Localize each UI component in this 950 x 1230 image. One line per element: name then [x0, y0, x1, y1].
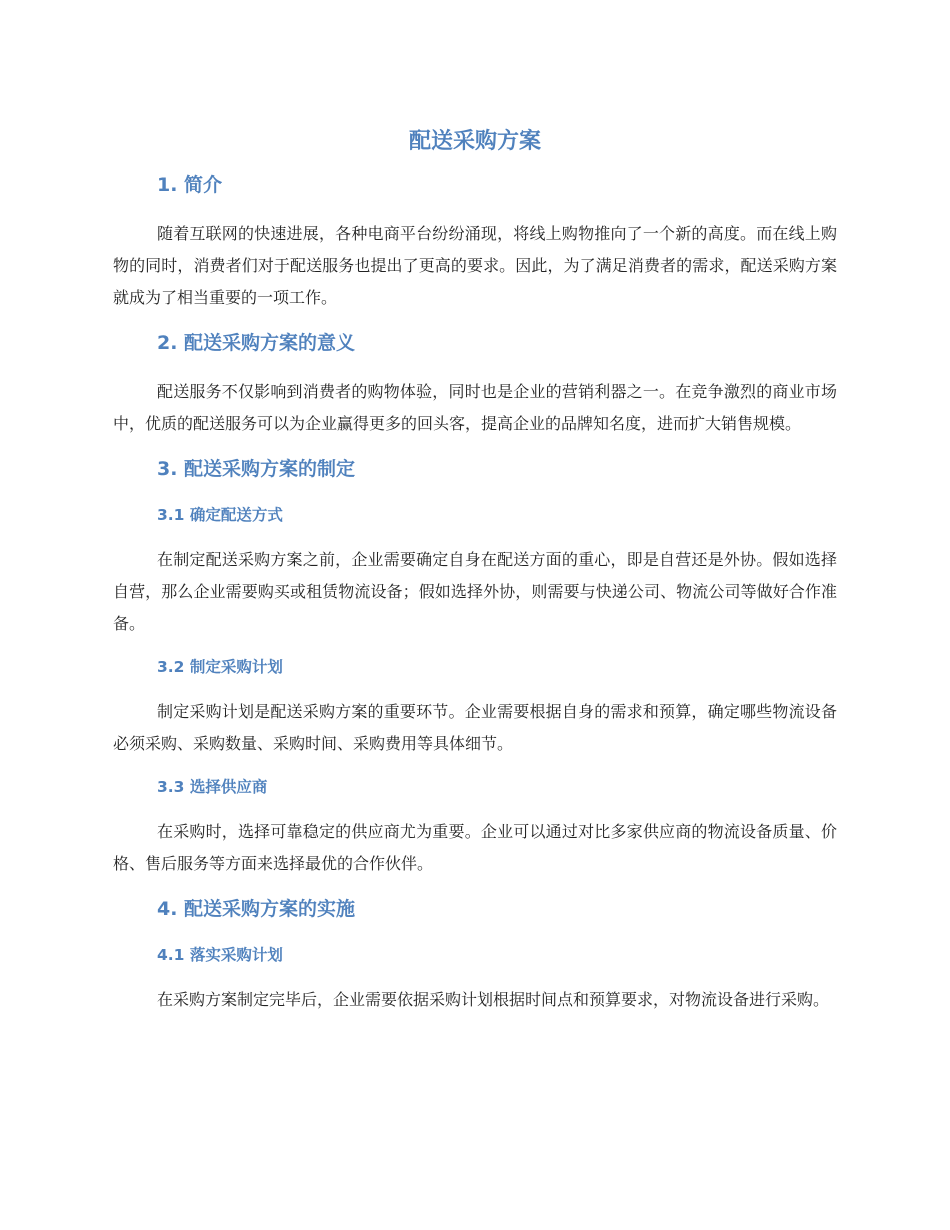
section-3-1-paragraph: 在制定配送采购方案之前，企业需要确定自身在配送方面的重心，即是自营还是外协。假如选择自营，那么企业需要购买或租赁物流设备；假如选择外协，则需要与快递公司、物流公司等做好合作准备。	[113, 550, 837, 633]
document-title: 配送采购方案	[408, 129, 541, 154]
section-4-1-paragraph: 在采购方案制定完毕后，企业需要依据采购计划根据时间点和预算要求，对物流设备进行采购。	[157, 990, 830, 1009]
section-3-1-heading: 3.1 确定配送方式	[157, 506, 283, 524]
section-4-1-heading: 4.1 落实采购计划	[157, 946, 283, 964]
section-1-paragraph: 随着互联网的快速进展，各种电商平台纷纷涌现，将线上购物推向了一个新的高度。而在线上购物的同时，消费者们对于配送服务也提出了更高的要求。因此，为了满足消费者的需求，配送采购方案就成为了相当重要的一项工作。	[113, 224, 837, 307]
section-1-heading: 1. 简介	[157, 174, 223, 196]
section-2-heading: 2. 配送采购方案的意义	[157, 332, 356, 354]
document-content	[113, 124, 837, 1030]
section-3-2-heading: 3.2 制定采购计划	[157, 658, 283, 676]
section-4-heading: 4. 配送采购方案的实施	[157, 898, 356, 920]
section-3-3-paragraph: 在采购时，选择可靠稳定的供应商尤为重要。企业可以通过对比多家供应商的物流设备质量、价格、售后服务等方面来选择最优的合作伙伴。	[113, 822, 837, 873]
section-3-3-heading: 3.3 选择供应商	[157, 778, 268, 796]
section-2-paragraph: 配送服务不仅影响到消费者的购物体验，同时也是企业的营销利器之一。在竞争激烈的商业市场中，优质的配送服务可以为企业赢得更多的回头客，提高企业的品牌知名度，进而扩大销售规模。	[113, 382, 837, 433]
section-3-2-paragraph: 制定采购计划是配送采购方案的重要环节。企业需要根据自身的需求和预算，确定哪些物流设备必须采购、采购数量、采购时间、采购费用等具体细节。	[113, 702, 837, 753]
section-3-heading: 3. 配送采购方案的制定	[157, 458, 356, 480]
